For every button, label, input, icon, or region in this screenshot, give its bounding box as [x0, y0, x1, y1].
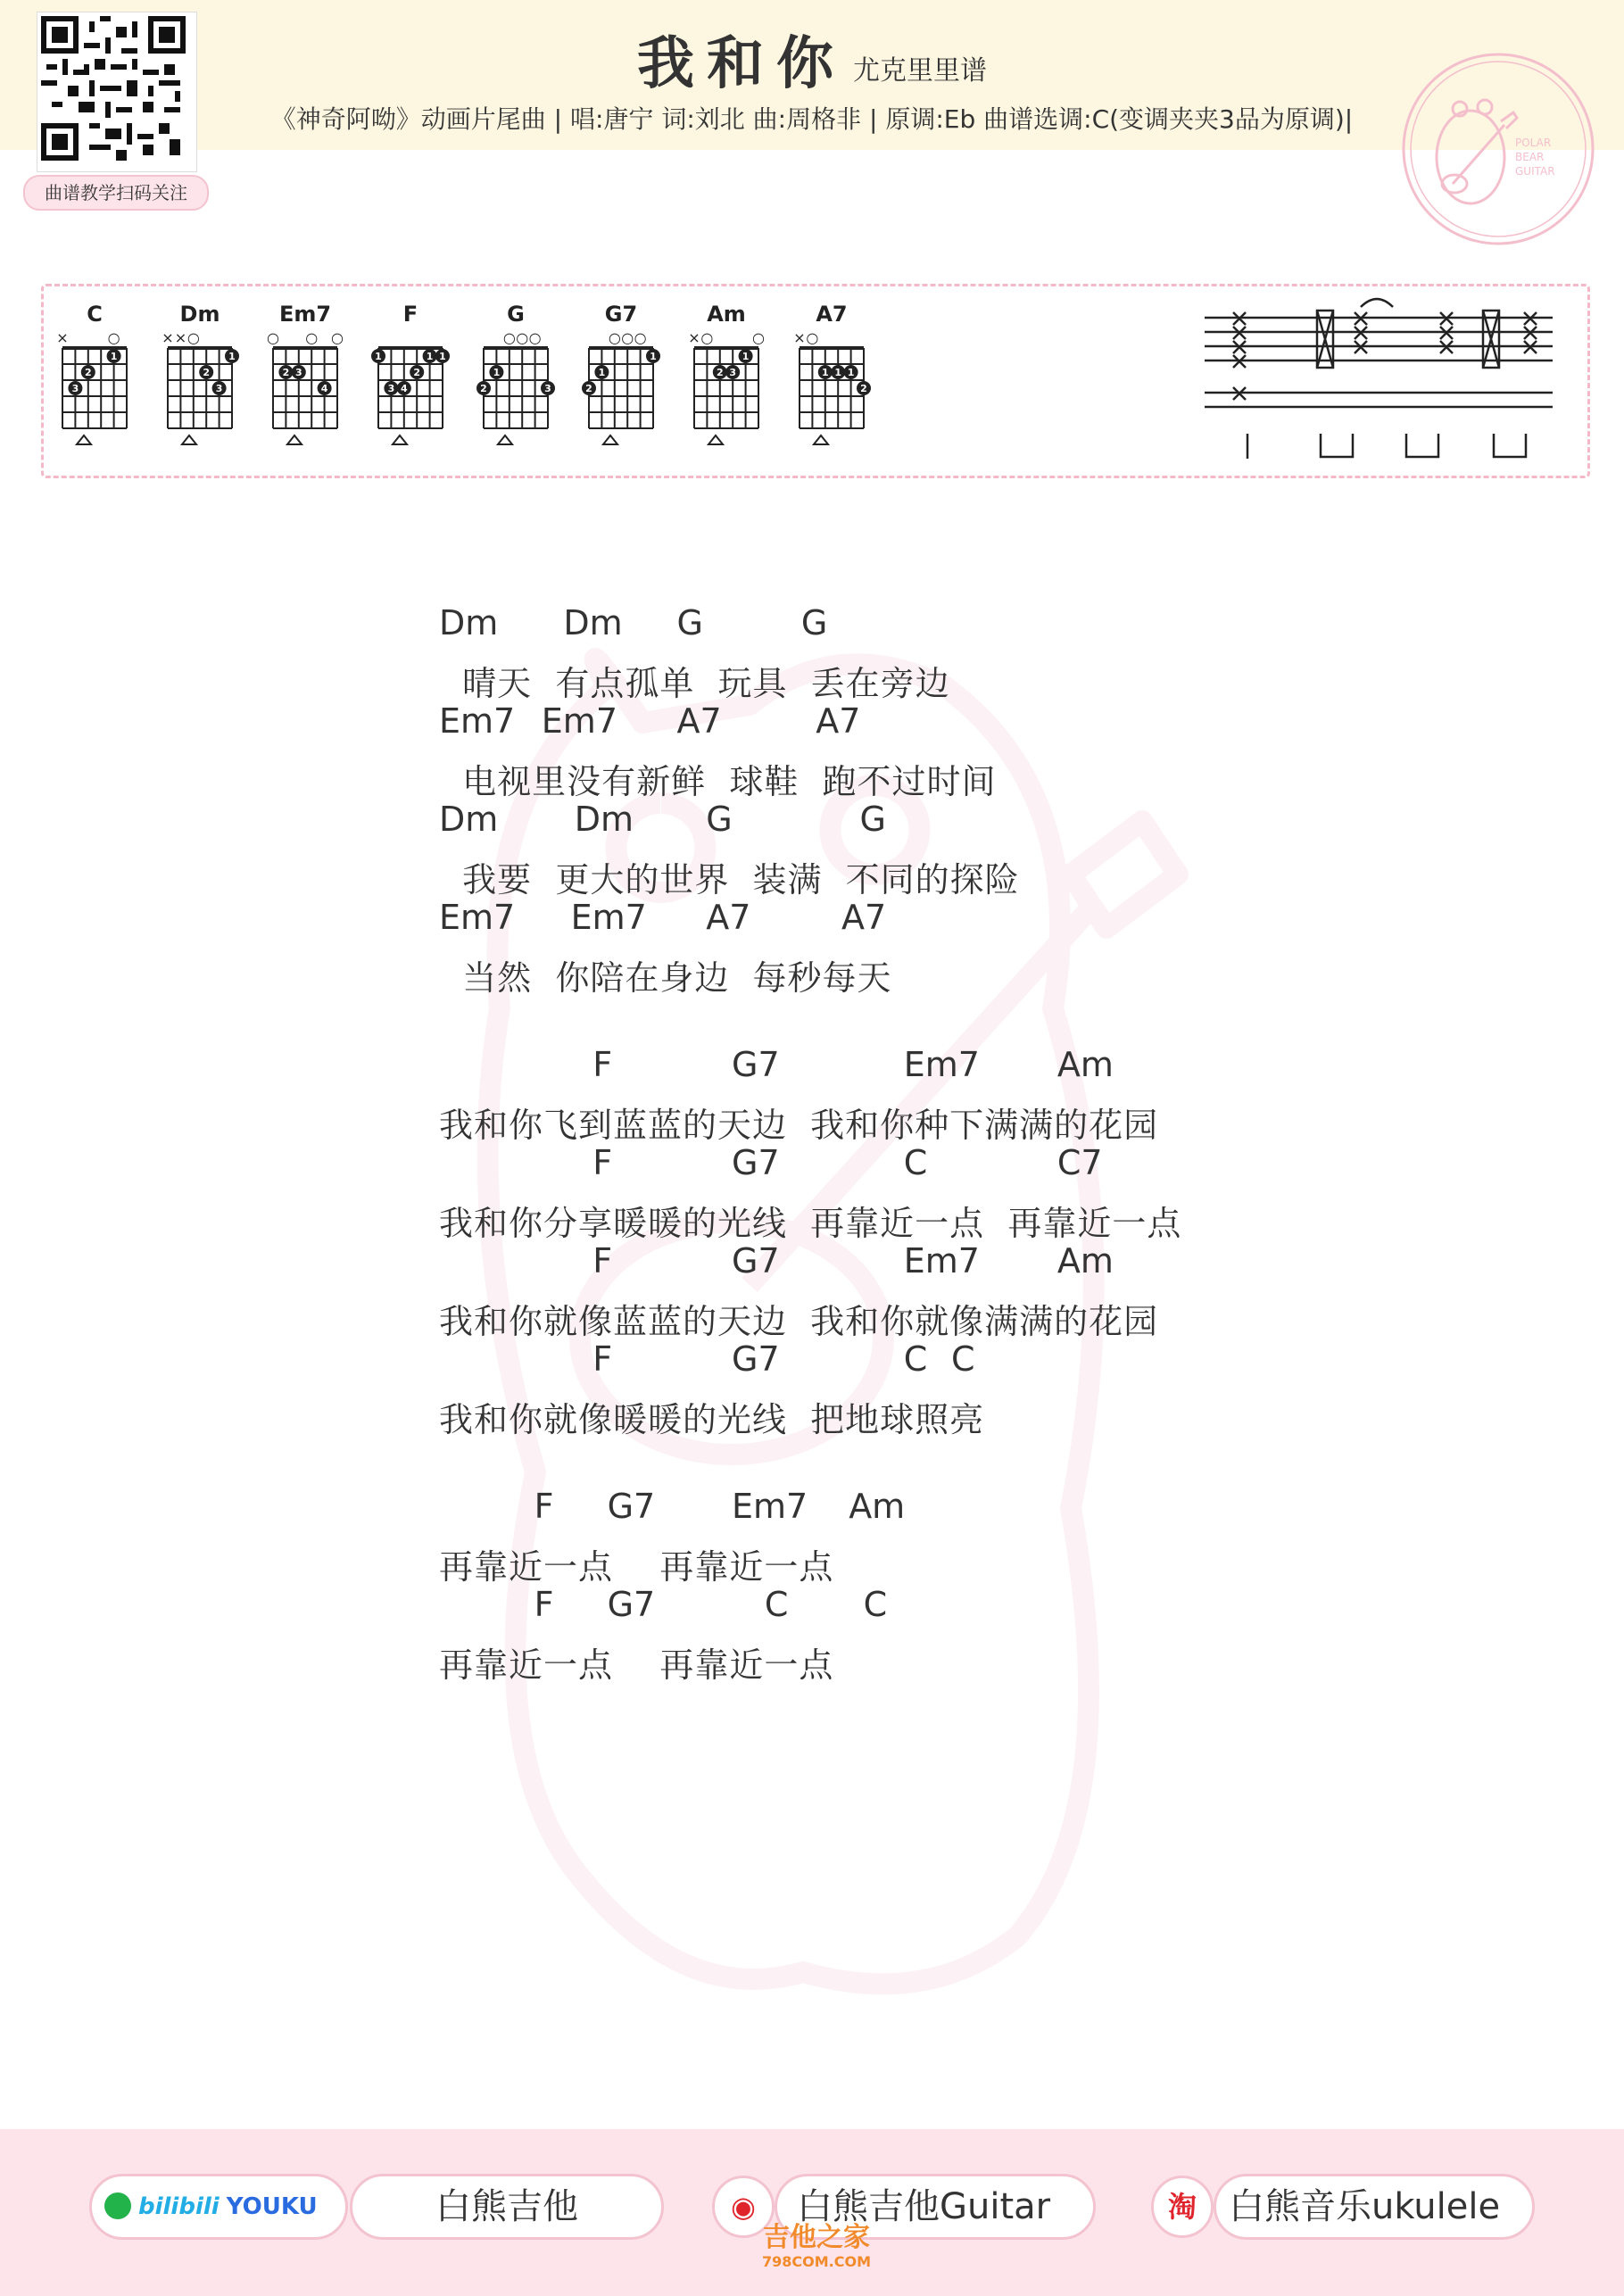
wechat-icon — [104, 2192, 131, 2219]
svg-text:1: 1 — [650, 351, 657, 362]
chord-symbol: F — [592, 1143, 613, 1182]
chord-symbol: G7 — [732, 1045, 780, 1084]
qr-caption: 曲谱教学扫码关注 — [23, 175, 209, 211]
svg-text:3: 3 — [387, 383, 395, 394]
svg-text:○: ○ — [806, 329, 819, 346]
chord-diagrams — [52, 294, 1123, 473]
svg-text:1: 1 — [228, 351, 236, 362]
chord-line — [439, 1339, 1331, 1388]
site-watermark — [750, 2222, 883, 2270]
svg-text:1: 1 — [110, 351, 118, 362]
lyric-line — [439, 1094, 1331, 1143]
lyric-line — [439, 849, 1331, 898]
svg-text:○: ○ — [502, 329, 516, 346]
chord-diagram-a7 — [793, 302, 871, 444]
svg-text:○: ○ — [305, 329, 319, 346]
lyric-text: 我和你就像暖暖的光线 把地球照亮 — [439, 1400, 985, 1439]
svg-text:2: 2 — [282, 367, 290, 378]
lyric-text: 电视里没有新鲜 球鞋 跑不过时间 — [439, 762, 997, 801]
svg-text:1: 1 — [426, 351, 434, 362]
chord-name: Am — [707, 302, 746, 327]
chord-symbol: Dm — [439, 603, 499, 642]
chord-line — [439, 1143, 1331, 1192]
svg-text:×: × — [56, 329, 69, 346]
chord-symbol: Em7 — [903, 1241, 980, 1281]
svg-text:2: 2 — [585, 383, 592, 394]
chord-symbol: A7 — [816, 701, 861, 741]
chord-name: Em7 — [278, 302, 332, 327]
svg-text:○: ○ — [331, 329, 344, 346]
chord-symbol: Dm — [563, 603, 623, 642]
pill-bear-music-ukulele[interactable]: 白熊音乐ukulele — [1214, 2174, 1535, 2240]
lyric-line — [439, 750, 1331, 800]
lyrics-sheet — [439, 603, 1331, 1683]
chord-symbol: G7 — [607, 1585, 656, 1624]
lyric-line — [439, 1536, 1331, 1585]
taobao-icon[interactable]: 淘 — [1151, 2176, 1214, 2238]
svg-text:○: ○ — [621, 329, 634, 346]
chord-symbol: F — [592, 1241, 613, 1281]
svg-text:3: 3 — [215, 383, 223, 394]
lyric-line — [439, 1192, 1331, 1241]
chord-symbol: Em7 — [903, 1045, 980, 1084]
chord-symbol: Em7 — [439, 898, 516, 937]
lyric-text: 我和你就像蓝蓝的天边 我和你就像满满的花园 — [439, 1302, 1159, 1341]
chord-symbol: G — [859, 800, 886, 839]
svg-text:4: 4 — [320, 383, 328, 394]
chord-symbol: F — [534, 1487, 554, 1526]
chord-line — [439, 1241, 1331, 1290]
chord-name: Dm — [179, 302, 220, 327]
stanza-gap — [439, 1438, 1331, 1487]
lyric-line — [439, 1634, 1331, 1683]
polar-bear-guitar-logo — [1399, 50, 1597, 248]
svg-text:2: 2 — [480, 383, 487, 394]
svg-text:○: ○ — [700, 329, 714, 346]
lyric-line — [439, 1290, 1331, 1339]
chord-diagram-c — [56, 302, 127, 444]
title-block — [0, 18, 1624, 100]
chord-symbol: Dm — [574, 800, 634, 839]
chord-line — [439, 1585, 1331, 1634]
chord-line — [439, 800, 1331, 849]
svg-text:×: × — [174, 329, 187, 346]
svg-text:2: 2 — [413, 367, 421, 378]
svg-text:3: 3 — [729, 367, 737, 378]
svg-text:3: 3 — [544, 383, 551, 394]
svg-text:1: 1 — [742, 351, 750, 362]
chord-symbol: G — [676, 603, 703, 642]
svg-text:○: ○ — [186, 329, 200, 346]
arranger-label: 尤克里里谱 — [853, 55, 987, 87]
logo-text-2: BEAR — [1515, 151, 1545, 163]
lyric-line — [439, 652, 1331, 701]
pill-bear-guitar[interactable]: 白熊吉他 — [350, 2174, 664, 2240]
chord-name: G7 — [604, 302, 638, 327]
svg-text:1: 1 — [847, 367, 855, 378]
svg-text:3: 3 — [294, 367, 302, 378]
svg-text:○: ○ — [516, 329, 529, 346]
chord-symbol: Am — [849, 1487, 906, 1526]
chord-symbol: C — [951, 1339, 975, 1379]
svg-text:1: 1 — [834, 367, 842, 378]
chord-symbol: G7 — [732, 1339, 780, 1379]
chord-symbol: C — [764, 1585, 789, 1624]
chord-symbol: G7 — [732, 1143, 780, 1182]
chord-line — [439, 898, 1331, 947]
chord-symbol: C — [863, 1585, 888, 1624]
svg-text:2: 2 — [203, 367, 211, 378]
svg-text:2: 2 — [84, 367, 92, 378]
svg-text:×: × — [793, 329, 806, 346]
chord-diagram-g7 — [582, 302, 660, 444]
pill-bear-guitar-weibo[interactable]: 白熊吉他Guitar — [775, 2174, 1096, 2240]
chord-symbol: F — [592, 1045, 613, 1084]
lyric-text: 当然 你陪在身边 每秒每天 — [439, 958, 892, 998]
chord-symbol: Em7 — [570, 898, 647, 937]
chord-name: G — [507, 302, 525, 327]
song-title: 我和你 — [637, 31, 846, 97]
chord-symbol: G7 — [732, 1241, 780, 1281]
chord-symbol: Em7 — [541, 701, 617, 741]
svg-text:○: ○ — [107, 329, 120, 346]
svg-text:4: 4 — [400, 383, 408, 394]
svg-text:○: ○ — [634, 329, 647, 346]
chord-symbol: A7 — [841, 898, 887, 937]
svg-text:3: 3 — [71, 383, 79, 394]
svg-text:×: × — [162, 329, 174, 346]
chord-diagram-em7 — [267, 302, 344, 444]
chord-symbol: G7 — [607, 1487, 656, 1526]
chord-symbol: Em7 — [439, 701, 516, 741]
svg-text:○: ○ — [752, 329, 765, 346]
chord-symbol: A7 — [676, 701, 722, 741]
chord-name: F — [402, 302, 418, 327]
chord-diagram-g — [476, 302, 555, 444]
chord-diagram-dm — [162, 302, 239, 444]
video-platforms[interactable] — [89, 2174, 348, 2240]
site-name-cn: 吉他之家 — [763, 2222, 870, 2253]
logo-text-3: GUITAR — [1515, 165, 1555, 178]
lyric-text: 再靠近一点 再靠近一点 — [439, 1547, 834, 1587]
chord-diagram-f — [371, 302, 450, 444]
svg-text:1: 1 — [598, 367, 606, 378]
svg-text:1: 1 — [821, 367, 829, 378]
stanza-gap — [439, 996, 1331, 1045]
svg-text:1: 1 — [375, 351, 382, 362]
lyric-line — [439, 947, 1331, 996]
chord-symbol: C — [903, 1339, 928, 1379]
lyric-text: 我要 更大的世界 装满 不同的探险 — [439, 860, 1020, 899]
svg-text:○: ○ — [267, 329, 279, 346]
chord-symbol: A7 — [706, 898, 751, 937]
weibo-icon[interactable]: ◉ — [712, 2176, 775, 2238]
svg-text:1: 1 — [493, 367, 501, 378]
strum-pattern — [1205, 294, 1562, 473]
chord-symbol: Em7 — [732, 1487, 808, 1526]
svg-text:○: ○ — [528, 329, 542, 346]
lyric-text: 晴天 有点孤单 玩具 丢在旁边 — [439, 664, 950, 703]
chord-line — [439, 701, 1331, 750]
chord-symbol: G — [706, 800, 733, 839]
lyric-line — [439, 1388, 1331, 1438]
chord-symbol: C — [903, 1143, 928, 1182]
site-name-en: 798COM.COM — [761, 2253, 871, 2270]
lyric-text: 我和你分享暖暖的光线 再靠近一点 再靠近一点 — [439, 1204, 1182, 1243]
chord-name: A7 — [816, 302, 848, 327]
chord-symbol: F — [592, 1339, 613, 1379]
chord-line — [439, 1487, 1331, 1536]
svg-text:2: 2 — [860, 383, 867, 394]
logo-text-1: POLAR — [1515, 137, 1552, 149]
chord-symbol: Am — [1056, 1241, 1114, 1281]
svg-text:×: × — [688, 329, 700, 346]
song-info: 《神奇阿呦》动画片尾曲 | 唱:唐宁 词:刘北 曲:周格非 | 原调:Eb 曲谱选调:C(变调夹夹3品为原调)| — [270, 104, 1354, 134]
chord-symbol: C7 — [1056, 1143, 1103, 1182]
chord-symbol: G — [800, 603, 828, 642]
svg-text:2: 2 — [716, 367, 724, 378]
chord-diagram-am — [688, 302, 765, 444]
chord-name: C — [87, 302, 103, 327]
bilibili-label: bilibili — [138, 2193, 220, 2220]
chord-symbol: Am — [1056, 1045, 1114, 1084]
chord-symbol: F — [534, 1585, 554, 1624]
svg-text:1: 1 — [439, 351, 446, 362]
youku-label: YOUKU — [226, 2193, 318, 2220]
svg-text:○: ○ — [608, 329, 621, 346]
chord-line — [439, 1045, 1331, 1094]
lyric-text: 我和你飞到蓝蓝的天边 我和你种下满满的花园 — [439, 1106, 1159, 1145]
chord-symbol: Dm — [439, 800, 499, 839]
chord-line — [439, 603, 1331, 652]
lyric-text: 再靠近一点 再靠近一点 — [439, 1645, 834, 1685]
